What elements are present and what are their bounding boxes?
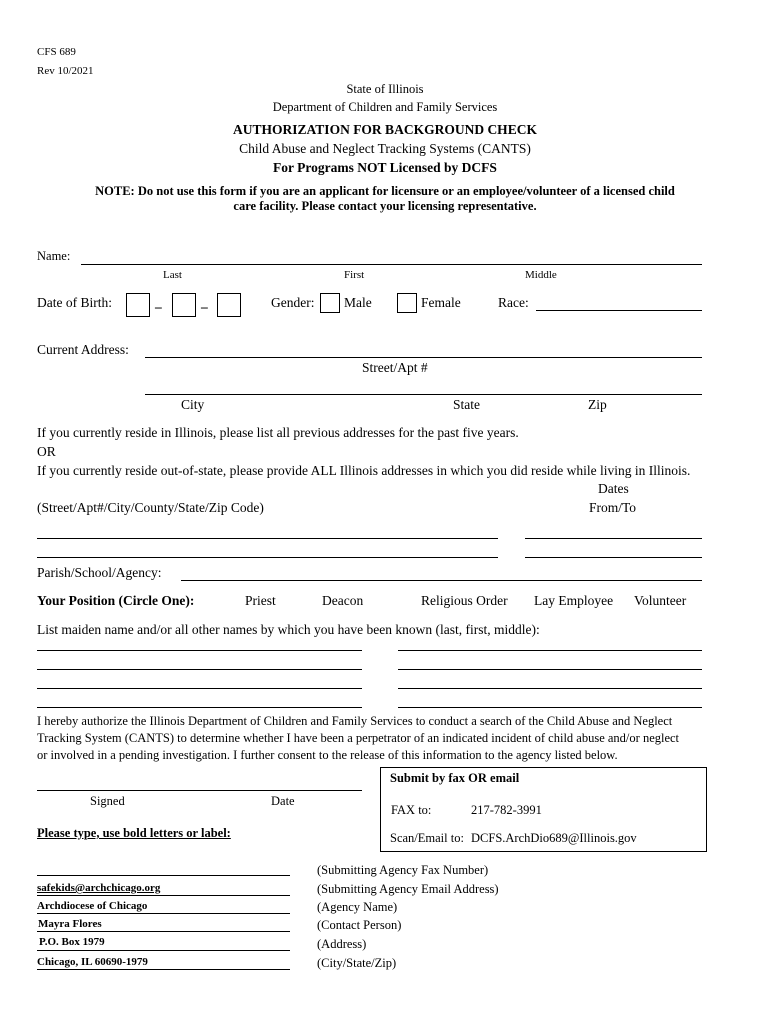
male-label: Male (344, 295, 372, 310)
note-line-1: NOTE: Do not use this form if you are an applicant for licensure or an employee/volunteer of a licensed child (95, 184, 675, 198)
revision-date: Rev 10/2021 (37, 65, 94, 77)
previous-instruction-2: If you currently reside out-of-state, please provide ALL Illinois addresses in which you did reside while living in Illinois. (37, 463, 691, 478)
previous-dates-field-2[interactable] (525, 557, 702, 558)
previous-dates-field-1[interactable] (525, 538, 702, 539)
dob-day-box[interactable] (172, 293, 196, 317)
position-volunteer[interactable]: Volunteer (634, 593, 687, 608)
female-checkbox[interactable] (397, 293, 417, 313)
address-label: Current Address: (37, 342, 129, 357)
position-deacon[interactable]: Deacon (322, 593, 364, 608)
city-state-zip-field[interactable] (145, 394, 702, 395)
parish-field[interactable] (181, 580, 702, 581)
from-to-caption: From/To (589, 500, 637, 515)
dob-year-box[interactable] (217, 293, 241, 317)
contact-person-value: Mayra Flores (38, 918, 102, 930)
previous-address-field-2[interactable] (37, 557, 498, 558)
fax-label: FAX to: (391, 803, 432, 817)
note-line-2: care facility. Please contact your licensing representative. (233, 199, 537, 213)
other-name-field-6[interactable] (398, 688, 702, 689)
dob-dash-1: – (155, 299, 162, 314)
dob-label: Date of Birth: (37, 295, 112, 310)
last-name-caption: Last (163, 269, 182, 281)
signed-caption: Signed (90, 794, 125, 808)
agency-address-caption: (Address) (317, 937, 367, 951)
other-name-field-4[interactable] (398, 669, 702, 670)
agency-city-value: Chicago, IL 60690-1979 (37, 956, 148, 968)
authorization-line-2: Tracking System (CANTS) to determine whether I have been a perpetrator of an indicated incident of child abuse and/or neglect (37, 731, 680, 745)
fax-number: 217-782-3991 (471, 803, 542, 817)
position-label: Your Position (Circle One): (37, 593, 195, 608)
agency-address-field[interactable] (37, 950, 290, 951)
department-heading: Department of Children and Family Services (272, 100, 498, 114)
previous-or: OR (37, 444, 56, 459)
agency-email-caption: (Submitting Agency Email Address) (317, 882, 499, 896)
other-name-field-1[interactable] (37, 650, 362, 651)
street-caption: Street/Apt # (362, 360, 428, 375)
dob-dash-2: – (201, 299, 208, 314)
email-label: Scan/Email to: (390, 831, 464, 845)
first-name-caption: First (344, 269, 365, 281)
other-name-field-8[interactable] (398, 707, 702, 708)
parish-label: Parish/School/Agency: (37, 565, 162, 580)
race-label: Race: (498, 295, 529, 310)
position-priest[interactable]: Priest (245, 593, 276, 608)
state-heading: State of Illinois (346, 82, 424, 96)
other-name-field-5[interactable] (37, 688, 362, 689)
other-name-field-2[interactable] (398, 650, 702, 651)
agency-name-value: Archdiocese of Chicago (37, 900, 148, 912)
middle-name-caption: Middle (525, 269, 557, 281)
authorization-line-3: or involved in a pending investigation. I further consent to the release of this information to the agency listed below. (37, 748, 618, 762)
submit-box (380, 767, 707, 852)
street-field[interactable] (145, 357, 702, 358)
agency-name-field[interactable] (37, 913, 290, 914)
date-caption: Date (271, 794, 295, 808)
type-instruction: Please type, use bold letters or label: (37, 826, 231, 840)
name-field[interactable] (81, 264, 702, 265)
authorization-line-1: I hereby authorize the Illinois Department of Children and Family Services to conduct a search of the Child Abuse and Neglect (37, 714, 673, 728)
contact-person-caption: (Contact Person) (317, 918, 402, 932)
name-label: Name: (37, 249, 71, 263)
agency-city-caption: (City/State/Zip) (317, 956, 397, 970)
female-label: Female (421, 295, 461, 310)
zip-caption: Zip (588, 397, 607, 412)
dob-month-box[interactable] (126, 293, 150, 317)
male-checkbox[interactable] (320, 293, 340, 313)
form-title: AUTHORIZATION FOR BACKGROUND CHECK (233, 122, 537, 137)
email-address[interactable]: DCFS.ArchDio689@Illinois.gov (471, 831, 637, 845)
other-name-field-3[interactable] (37, 669, 362, 670)
agency-email-value: safekids@archchicago.org (37, 882, 161, 894)
agency-city-field[interactable] (37, 969, 290, 970)
agency-address-value: P.O. Box 1979 (39, 936, 105, 948)
other-name-field-7[interactable] (37, 707, 362, 708)
form-number: CFS 689 (37, 46, 76, 58)
address-format-caption: (Street/Apt#/City/County/State/Zip Code) (37, 500, 264, 515)
state-caption: State (453, 397, 480, 412)
maiden-name-instruction: List maiden name and/or all other names by which you have been known (last, first, middle): (37, 622, 540, 637)
previous-address-field-1[interactable] (37, 538, 498, 539)
agency-name-caption: (Agency Name) (317, 900, 398, 914)
dates-caption: Dates (598, 481, 629, 496)
agency-fax-field[interactable] (37, 875, 290, 876)
form-subtitle: Child Abuse and Neglect Tracking Systems (CANTS) (239, 141, 531, 156)
position-religious-order[interactable]: Religious Order (421, 593, 508, 608)
city-caption: City (181, 397, 205, 412)
previous-instruction-1: If you currently reside in Illinois, please list all previous addresses for the past five years. (37, 425, 519, 440)
signature-field[interactable] (37, 790, 362, 791)
contact-person-field[interactable] (37, 931, 290, 932)
race-field[interactable] (536, 310, 702, 311)
submit-box-title: Submit by fax OR email (390, 771, 520, 785)
agency-email-field[interactable] (37, 895, 290, 896)
program-note: For Programs NOT Licensed by DCFS (273, 160, 497, 175)
position-lay-employee[interactable]: Lay Employee (534, 593, 614, 608)
gender-label: Gender: (271, 295, 315, 310)
agency-fax-caption: (Submitting Agency Fax Number) (317, 863, 489, 877)
